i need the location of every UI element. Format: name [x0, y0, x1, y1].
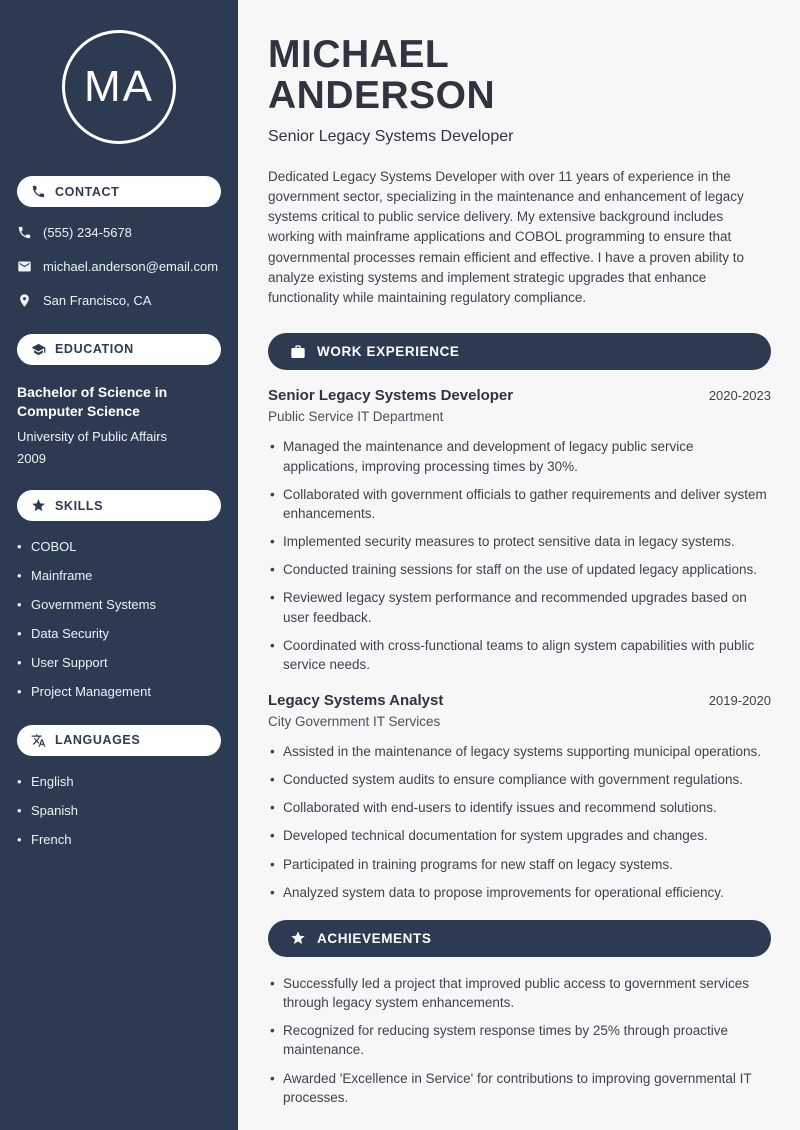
skill-item: • Data Security: [17, 626, 221, 643]
job-title: Legacy Systems Analyst: [268, 691, 444, 709]
phone-icon: [17, 225, 32, 240]
job-bullet: • Reviewed legacy system performance and recommended upgrades based on user feedback.: [268, 588, 771, 626]
education-block: [0, 383, 238, 467]
languages-header-label: LANGUAGES: [55, 733, 141, 748]
job-bullet: • Conducted system audits to ensure compliance with government regulations.: [268, 770, 771, 789]
contact-list: [0, 225, 238, 310]
contact-email-value: michael.anderson@email.com: [43, 258, 219, 274]
education-section-header: [17, 334, 221, 365]
education-header-label: EDUCATION: [55, 342, 134, 357]
summary-paragraph: Dedicated Legacy Systems Developer with over 11 years of experience in the government sector, specializing in the maintenance and enhancement of legacy systems critical to public service delivery. My extensive background includes working with mainframe applications and COBOL programming to ensure that governmental processes remain efficient and effective. I have a proven ability to analyze existing systems and implement strategic upgrades that enhance functionality while maintaining regulatory compliance.: [268, 168, 745, 306]
language-item: • French: [17, 832, 221, 849]
achievement-bullet: • Successfully led a project that improved public access to government services through legacy system enhancements.: [268, 974, 771, 1012]
email-icon: [17, 259, 32, 274]
job-bullet-list: [268, 437, 771, 674]
achievements-header-label: ACHIEVEMENTS: [317, 930, 432, 946]
job-bullet: • Collaborated with end-users to identify issues and recommend solutions.: [268, 798, 771, 817]
achievements-list: [268, 974, 771, 1107]
candidate-name-line2: ANDERSON: [268, 74, 496, 118]
skill-item: • User Support: [17, 655, 221, 672]
skill-item: • Project Management: [17, 684, 221, 701]
avatar-initials: MA: [84, 62, 154, 111]
job-bullet: • Assisted in the maintenance of legacy systems supporting municipal operations.: [268, 742, 771, 761]
education-degree: Bachelor of Science in Computer Science: [17, 383, 168, 419]
job-bullet: • Implemented security measures to protect sensitive data in legacy systems.: [268, 532, 771, 551]
candidate-name-line1: MICHAEL: [268, 33, 450, 76]
star-icon: [290, 930, 306, 946]
job-dates: 2020-2023: [708, 388, 771, 404]
contact-email-row: [17, 259, 221, 276]
sidebar: [0, 0, 238, 1130]
skills-header-label: SKILLS: [55, 498, 104, 513]
job-bullet: • Coordinated with cross-functional teams to align system capabilities with public service needs.: [268, 636, 771, 674]
job-bullet: • Collaborated with government officials to gather requirements and deliver system enhancements.: [268, 485, 771, 523]
achievements-section-header: [268, 920, 771, 957]
job-bullet: • Participated in training programs for new staff on legacy systems.: [268, 855, 771, 874]
job-company: Public Service IT Department: [268, 409, 444, 425]
work-experience-section-header: [268, 333, 771, 370]
contact-location-row: [17, 293, 221, 310]
languages-section-header: [17, 725, 221, 756]
job-entry: [268, 692, 771, 902]
avatar: [62, 30, 176, 144]
contact-phone-value: (555) 234-5678: [43, 225, 132, 240]
skill-item: • Government Systems: [17, 597, 221, 614]
translate-icon: [31, 733, 46, 748]
contact-location-value: San Francisco, CA: [43, 292, 152, 308]
skills-section-header: [17, 490, 221, 521]
candidate-title: Senior Legacy Systems Developer: [268, 127, 514, 145]
education-school: University of Public Affairs: [17, 429, 168, 445]
education-year: 2009: [17, 451, 46, 467]
skills-list: [0, 539, 238, 700]
work-experience-header-label: WORK EXPERIENCE: [317, 344, 460, 360]
job-bullet: • Developed technical documentation for system upgrades and changes.: [268, 826, 771, 845]
contact-phone-row: [17, 225, 221, 242]
location-pin-icon: [17, 293, 32, 308]
skill-item: • COBOL: [17, 539, 221, 556]
job-dates: 2019-2020: [708, 692, 771, 708]
achievement-bullet: • Awarded 'Excellence in Service' for contributions to improving governmental IT processes.: [268, 1069, 771, 1107]
job-company: City Government IT Services: [268, 713, 441, 729]
main-content: [238, 0, 800, 1130]
job-bullet-list: [268, 742, 771, 902]
job-entry: [268, 387, 771, 674]
contact-header-label: CONTACT: [55, 184, 120, 199]
briefcase-icon: [290, 344, 306, 360]
skill-item: • Mainframe: [17, 568, 221, 585]
candidate-name: [268, 34, 771, 117]
graduation-cap-icon: [31, 342, 46, 357]
job-title: Senior Legacy Systems Developer: [268, 387, 514, 405]
contact-section-header: [17, 176, 221, 207]
job-bullet: • Analyzed system data to propose improvements for operational efficiency.: [268, 883, 771, 902]
languages-list: [0, 774, 238, 849]
job-bullet: • Conducted training sessions for staff on the use of updated legacy applications.: [268, 560, 771, 579]
job-header-row: [268, 692, 771, 709]
phone-icon: [31, 184, 46, 199]
job-header-row: [268, 387, 771, 404]
job-bullet: • Managed the maintenance and development of legacy public service applications, improving processing times by 30%.: [268, 437, 771, 475]
language-item: • English: [17, 774, 221, 791]
language-item: • Spanish: [17, 803, 221, 820]
star-icon: [31, 498, 46, 513]
achievement-bullet: • Recognized for reducing system response times by 25% through proactive maintenance.: [268, 1021, 771, 1059]
